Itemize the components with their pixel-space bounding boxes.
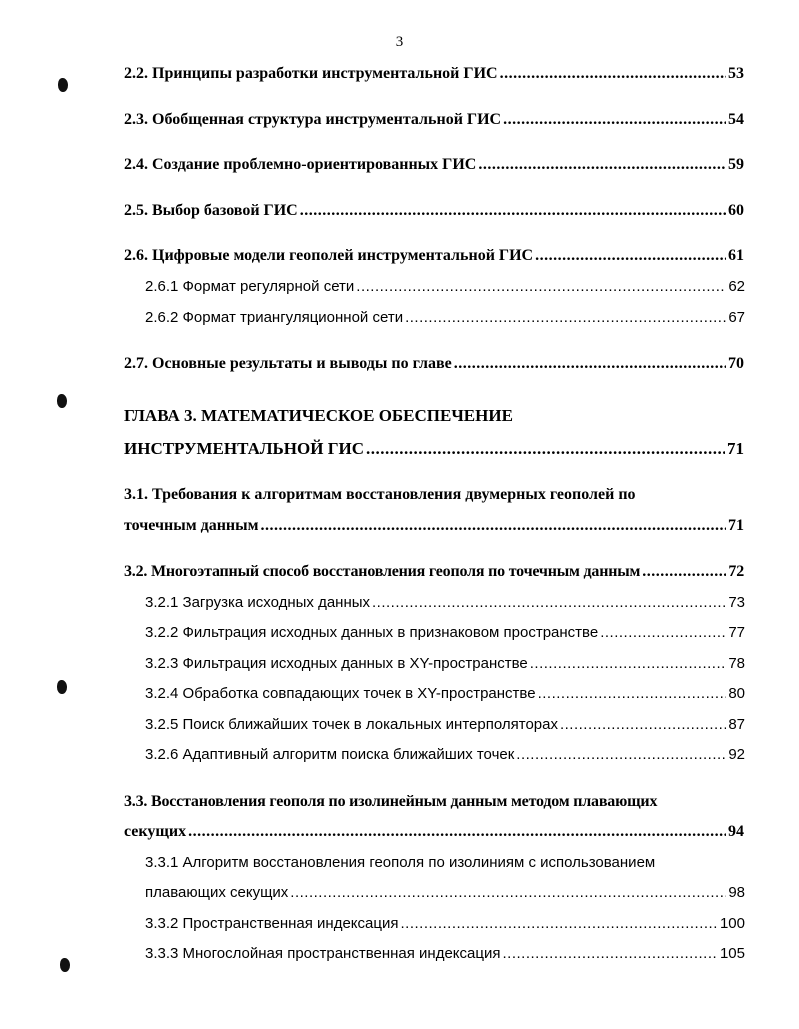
- leader-dots: [642, 562, 726, 582]
- leader-dots: [530, 654, 727, 674]
- toc-page: 87: [728, 716, 745, 733]
- toc-title: 3.2.4 Обработка совпадающих точек в XY-пространстве: [145, 685, 536, 702]
- leader-dots: [538, 684, 727, 704]
- punch-hole-mark: [60, 958, 70, 972]
- toc-title: 3.2. Многоэтапный способ восстановления геополя по точечным данным: [124, 563, 641, 580]
- toc-page: 77: [728, 624, 745, 641]
- leader-dots: [372, 593, 726, 613]
- toc-entry-3-3-3[interactable]: [145, 944, 745, 964]
- toc-entry-2-5[interactable]: [124, 201, 744, 221]
- toc-title: 2.6.1 Формат регулярной сети: [145, 278, 355, 295]
- toc-entry-2-2[interactable]: [124, 64, 744, 84]
- toc-page: 98: [728, 884, 745, 901]
- toc-entry-3-2-5[interactable]: [145, 715, 745, 735]
- toc-entry-3-2-4[interactable]: [145, 684, 745, 704]
- leader-dots: [503, 110, 726, 130]
- toc-entry-3-2-6[interactable]: [145, 745, 745, 765]
- toc-page: 61: [728, 247, 744, 264]
- leader-dots: [188, 822, 726, 842]
- toc-title: 3.2.6 Адаптивный алгоритм поиска ближайших точек: [145, 746, 515, 763]
- toc-title: 2.4. Создание проблемно-ориентированных ГИС: [124, 156, 477, 173]
- leader-dots: [502, 944, 717, 964]
- leader-dots: [405, 308, 726, 328]
- leader-dots: [600, 623, 726, 643]
- toc-page: 94: [728, 823, 744, 840]
- toc-entry-3-1[interactable]: [124, 516, 744, 536]
- leader-dots: [454, 354, 726, 374]
- toc-page: 62: [728, 278, 745, 295]
- toc-page: 100: [719, 915, 745, 932]
- toc-title-cont: плавающих секущих: [145, 884, 289, 901]
- toc-page: 54: [728, 111, 744, 128]
- punch-hole-mark: [58, 78, 68, 92]
- toc-title: 3.2.1 Загрузка исходных данных: [145, 594, 371, 611]
- chapter-title-cont: ИНСТРУМЕНТАЛЬНОЙ ГИС: [124, 439, 365, 458]
- toc-entry-2-4[interactable]: [124, 155, 744, 175]
- toc-chapter-3-line1[interactable]: [124, 406, 744, 426]
- toc-entry-3-3-2[interactable]: [145, 914, 745, 934]
- toc-page: 59: [728, 156, 744, 173]
- toc-entry-3-3-line1[interactable]: [124, 792, 744, 812]
- toc-entry-3-3-1[interactable]: [145, 883, 745, 903]
- toc-page: 78: [728, 655, 745, 672]
- toc-title: 2.2. Принципы разработки инструментальной ГИС: [124, 65, 498, 82]
- toc-title: 2.7. Основные результаты и выводы по главе: [124, 355, 452, 372]
- toc-title: 3.2.2 Фильтрация исходных данных в признаковом пространстве: [145, 624, 599, 641]
- chapter-title: ГЛАВА 3. МАТЕМАТИЧЕСКОЕ ОБЕСПЕЧЕНИЕ: [124, 406, 513, 425]
- toc-title: 3.2.5 Поиск ближайших точек в локальных интерполяторах: [145, 716, 558, 733]
- toc-title: 2.5. Выбор базовой ГИС: [124, 202, 298, 219]
- toc-entry-3-2-2[interactable]: [145, 623, 745, 643]
- toc-title: 3.1. Требования к алгоритмам восстановления двумерных геополей по: [124, 486, 636, 503]
- leader-dots: [500, 64, 726, 84]
- leader-dots: [560, 715, 726, 735]
- punch-hole-mark: [57, 394, 67, 408]
- toc-title: 3.3.3 Многослойная пространственная индексация: [145, 945, 501, 962]
- toc-entry-3-2-1[interactable]: [145, 593, 745, 613]
- toc-entry-3-2[interactable]: [124, 562, 744, 582]
- toc-entry-3-1-line1[interactable]: [124, 485, 744, 505]
- toc-page: 72: [728, 563, 744, 580]
- toc-entry-3-3-1-line1[interactable]: [145, 853, 745, 873]
- leader-dots: [300, 201, 726, 221]
- toc-page: 71: [728, 517, 744, 534]
- toc-title: 2.6.2 Формат триангуляционной сети: [145, 309, 404, 326]
- leader-dots: [400, 914, 717, 934]
- toc-title: 3.3.2 Пространственная индексация: [145, 915, 399, 932]
- toc-entry-3-3[interactable]: [124, 822, 744, 842]
- toc-entry-2-7[interactable]: [124, 354, 744, 374]
- leader-dots: [366, 439, 725, 459]
- toc-page: 92: [728, 746, 745, 763]
- leader-dots: [535, 246, 726, 266]
- page-number: 3: [395, 34, 404, 50]
- toc-title: 2.6. Цифровые модели геополей инструментальной ГИС: [124, 247, 534, 264]
- toc-page: 70: [728, 355, 744, 372]
- toc-entry-2-6-1[interactable]: [145, 277, 745, 297]
- toc-title: 3.3.1 Алгоритм восстановления геополя по изолиниям с использованием: [145, 854, 656, 871]
- toc-entry-2-6-2[interactable]: [145, 308, 745, 328]
- toc-title: 2.3. Обобщенная структура инструментальной ГИС: [124, 111, 502, 128]
- toc-page: 60: [728, 202, 744, 219]
- leader-dots: [478, 155, 726, 175]
- toc-page: 71: [727, 439, 744, 458]
- toc-title-cont: секущих: [124, 823, 187, 840]
- toc-title: 3.2.3 Фильтрация исходных данных в XY-пространстве: [145, 655, 528, 672]
- toc-entry-chapter-3[interactable]: [124, 439, 744, 459]
- leader-dots: [290, 883, 726, 903]
- toc-page: 53: [728, 65, 744, 82]
- leader-dots: [356, 277, 726, 297]
- punch-hole-mark: [57, 680, 67, 694]
- leader-dots: [516, 745, 726, 765]
- toc-entry-3-2-3[interactable]: [145, 654, 745, 674]
- leader-dots: [261, 516, 726, 536]
- toc-page: 105: [719, 945, 745, 962]
- toc-title: 3.3. Восстановления геополя по изолинейным данным методом плавающих: [124, 793, 658, 810]
- toc-page: 80: [728, 685, 745, 702]
- toc-page: 67: [728, 309, 745, 326]
- toc-entry-2-3[interactable]: [124, 110, 744, 130]
- toc-entry-2-6[interactable]: [124, 246, 744, 266]
- toc-page: 73: [728, 594, 745, 611]
- toc-title-cont: точечным данным: [124, 517, 259, 534]
